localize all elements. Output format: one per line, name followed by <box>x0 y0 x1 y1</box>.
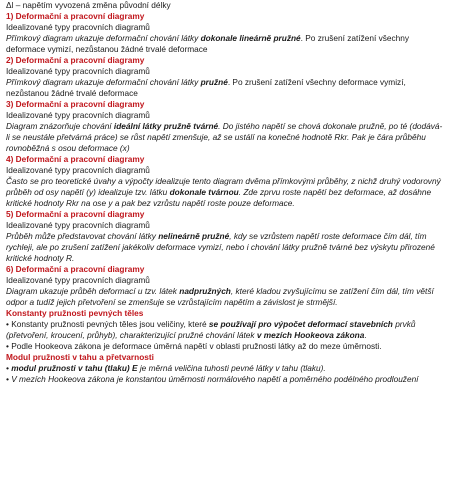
konstanty-heading: Konstanty pružnosti pevných těles <box>6 308 144 318</box>
k-b1-b: se používají pro výpočet deformací stavebních <box>208 319 393 329</box>
section-subheading: Idealizované typy pracovních diagramů <box>6 22 150 32</box>
diagram-section <box>6 99 444 154</box>
para-text: Průběh může představovat chování látky <box>6 231 159 241</box>
modul-bullet-2: • V mezích Hookeova zákona je konstantou úměrnosti normálového napětí a poměrného podélného prodloužení <box>6 374 444 385</box>
section-subheading: Idealizované typy pracovních diagramů <box>6 165 150 175</box>
section-paragraph <box>6 33 444 55</box>
para-tail: , kdy se vzrůstem napětí roste deformace čím dál, tím rychleji, ale po zrušení zatížení jakékoliv deformace vymizí, nebo i chování látky pružně tvárné bez výskytu přirozené kritické hodnoty R. <box>6 231 435 263</box>
section-paragraph <box>6 77 444 99</box>
diagram-section <box>6 11 444 55</box>
para-tail: . Po zrušení zatížení všechny deformace vymizí, nezůstanou žádné trvalé deformace <box>6 77 406 98</box>
para-tail: . Zde zprvu roste napětí bez deformace, až dosáhne kritické hodnoty Rkr na ose y a pak bez vzrůstu napětí roste pouze deformace. <box>6 187 432 208</box>
para-text: Diagram ukazuje průběh deformací u tzv. látek <box>6 286 180 296</box>
section-heading: 6) Deformační a pracovní diagramy <box>6 264 145 274</box>
diagram-section <box>6 154 444 209</box>
k-b1-c: prvků (přetvoření, kroucení, průhyb), charakterizující pružné chování látek <box>6 319 416 340</box>
konstanty-bullet-2: • Podle Hookeova zákona je deformace úměrná napětí v oblasti pružnosti látky až do meze úměrnosti. <box>6 341 444 352</box>
section-heading: 1) Deformační a pracovní diagramy <box>6 11 145 21</box>
top-line: Δl – napětím vyvozená změna původní délky <box>6 0 171 10</box>
section-heading: 4) Deformační a pracovní diagramy <box>6 154 145 164</box>
section-subheading: Idealizované typy pracovních diagramů <box>6 110 150 120</box>
section-paragraph <box>6 231 444 264</box>
section-heading: 3) Deformační a pracovní diagramy <box>6 99 145 109</box>
section-paragraph <box>6 176 444 209</box>
para-emphasis: ideální látky pružně tvárné <box>113 121 219 131</box>
para-tail: . Do jistého napětí se chová dokonale pružně, po té (dodává-li se neustále přetvárná práce) se růst napětí zmenšuje, až se ustálí na konečné hodnotě Rkr. Pak je čára průběhu rovnoběžná s osou deformace (x) <box>6 121 443 153</box>
para-text: Přímkový diagram ukazuje deformační chování látky <box>6 77 201 87</box>
konstanty-bullet-1 <box>6 319 444 341</box>
diagram-section <box>6 209 444 264</box>
para-emphasis: dokonale lineárně pružné <box>200 33 301 43</box>
section-subheading: Idealizované typy pracovních diagramů <box>6 66 150 76</box>
k-b1-e: . <box>364 330 367 340</box>
section-subheading: Idealizované typy pracovních diagramů <box>6 220 150 230</box>
para-emphasis: dokonale tvárnou <box>169 187 239 197</box>
section-subheading: Idealizované typy pracovních diagramů <box>6 275 150 285</box>
modul-heading: Modul pružnosti v tahu a přetvarnosti <box>6 352 154 362</box>
para-tail: . Po zrušení zatížení všechny deformace vymizí, nezůstanou žádné trvalé deformace <box>6 33 410 54</box>
section-paragraph <box>6 286 444 308</box>
sections <box>6 11 444 308</box>
para-emphasis: nadpružných <box>179 286 231 296</box>
para-text: Často se pro teoretické úvahy a výpočty idealizuje tento diagram dvěma přímkovými průběhy, z nichž druhý vodorovný průběh od osy napětí (y) idealizuje tzv. látku <box>6 176 441 197</box>
diagram-section <box>6 264 444 308</box>
section-heading: 5) Deformační a pracovní diagramy <box>6 209 145 219</box>
section-paragraph <box>6 121 444 154</box>
para-emphasis: nelineárně pružné <box>158 231 230 241</box>
m-b1-rest: je měrná veličina tuhosti pevné látky v tahu (tlaku). <box>137 363 326 373</box>
k-b1-d: v mezích Hookeova zákona <box>256 330 365 340</box>
modul-bullet-1 <box>6 363 444 374</box>
section-heading: 2) Deformační a pracovní diagramy <box>6 55 145 65</box>
para-text: Diagram znázorňuje chování <box>6 121 114 131</box>
m-b1-b: modul pružnosti v tahu (tlaku) E <box>11 363 138 373</box>
para-emphasis: pružné <box>200 77 228 87</box>
diagram-section <box>6 55 444 99</box>
para-tail: , které kladou zvyšujícímu se zatížení čím dál, tím větší odpor a tudíž jejich přetvoření se zmenšuje se vzrůstajícím napětím a závislost je strmější. <box>6 286 434 307</box>
para-text: Přímkový diagram ukazuje deformační chování látky <box>6 33 201 43</box>
k-b1-a: Konstanty pružnosti pevných těles jsou veličiny, které <box>11 319 209 329</box>
